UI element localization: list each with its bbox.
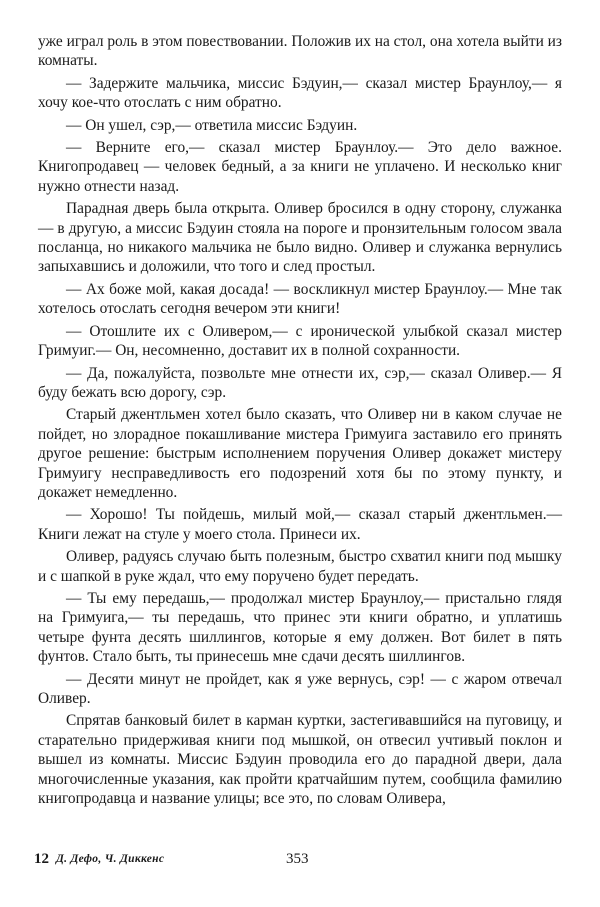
paragraph-5: Парадная дверь была открыта. Оливер бросился в одну сторону, служанка — в другую, а миссис Бэдуин стояла на пороге и пронзительным голосом звала посланца, но никакого мальчика не было видно. Оливер и служанка вернулись запыхавшись и доложили, что того и след простыл. <box>38 200 562 276</box>
paragraph-8: — Да, пожалуйста, позвольте мне отнести их, сэр,— сказал Оливер.— Я буду бежать всю дорогу, сэр. <box>38 364 562 401</box>
paragraph-6: — Ах боже мой, какая досада! — воскликнул мистер Браунлоу.— Мне так хотелось отослать сегодня вечером эти книги! <box>38 280 562 318</box>
paragraph-1: уже играл роль в этом повествовании. Положив их на стол, она хотела выйти из комнаты. <box>38 33 562 70</box>
paragraph-12: — Ты ему передашь,— продолжал мистер Браунлоу,— пристально глядя на Гримуига,— ты передашь, что принес эти книги обратно, и уплатишь четыре фунта десять шиллингов, которые я ему должен. Вот билет в пять фунтов. Стало быть, ты принесешь мне сдачи десять шиллингов. <box>38 589 562 666</box>
paragraph-7: — Отошлите их с Оливером,— с иронической улыбкой сказал мистер Гримуиг.— Он, несомненно, доставит их в полной сохранности. <box>38 322 562 360</box>
paragraph-10: — Хорошо! Ты пойдешь, милый мой,— сказал старый джентльмен.— Книги лежат на стуле у моего стола. Принеси их. <box>38 506 562 543</box>
paragraph-4: — Верните его,— сказал мистер Браунлоу.— Это дело важное. Книгопродавец — человек бедный, а за книги не уплачено. И несколько книг нужно отнести назад. <box>38 139 562 195</box>
paragraph-2: — Задержите мальчика, миссис Бэдуин,— сказал мистер Браунлоу,— я хочу кое-что отослать с ним обратно. <box>38 74 562 112</box>
paragraph-11: Оливер, радуясь случаю быть полезным, быстро схватил книги под мышку и с шапкой в руке ждал, что ему поручено будет передать. <box>38 548 562 585</box>
book-page-text <box>38 32 562 811</box>
signature-number: 12 <box>34 851 49 867</box>
paragraph-13: — Десяти минут не пройдет, как я уже вернусь, сэр! — с жаром отвечал Оливер. <box>38 670 562 707</box>
signature-text: Д. Дефо, Ч. Диккенс <box>56 853 165 865</box>
paragraph-14: Спрятав банковый билет в карман куртки, застегивавшийся на пуговицу, и старательно придерживая книги под мышкой, он отвесил учтивый поклон и вышел из комнаты. Миссис Бэдуин проводила его до парадной двери, дала многочисленные указания, как пройти кратчайшим путем, сообщила фамилию книгопродавца и название улицы; все это, по словам Оливера, <box>38 712 562 808</box>
paragraph-9: Старый джентльмен хотел было сказать, что Оливер ни в каком случае не пойдет, но злорадное покашливание мистера Гримуига заставило его принять другое решение: быстрым исполнением поручения Оливер докажет мистеру Гримуигу несправедливость его подозрений хотя бы по этому пункту, и докажет немедленно. <box>38 406 562 501</box>
page-number: 353 <box>286 851 309 867</box>
page-footer <box>34 851 564 873</box>
paragraph-3: — Он ушел, сэр,— ответила миссис Бэдуин. <box>66 116 358 134</box>
